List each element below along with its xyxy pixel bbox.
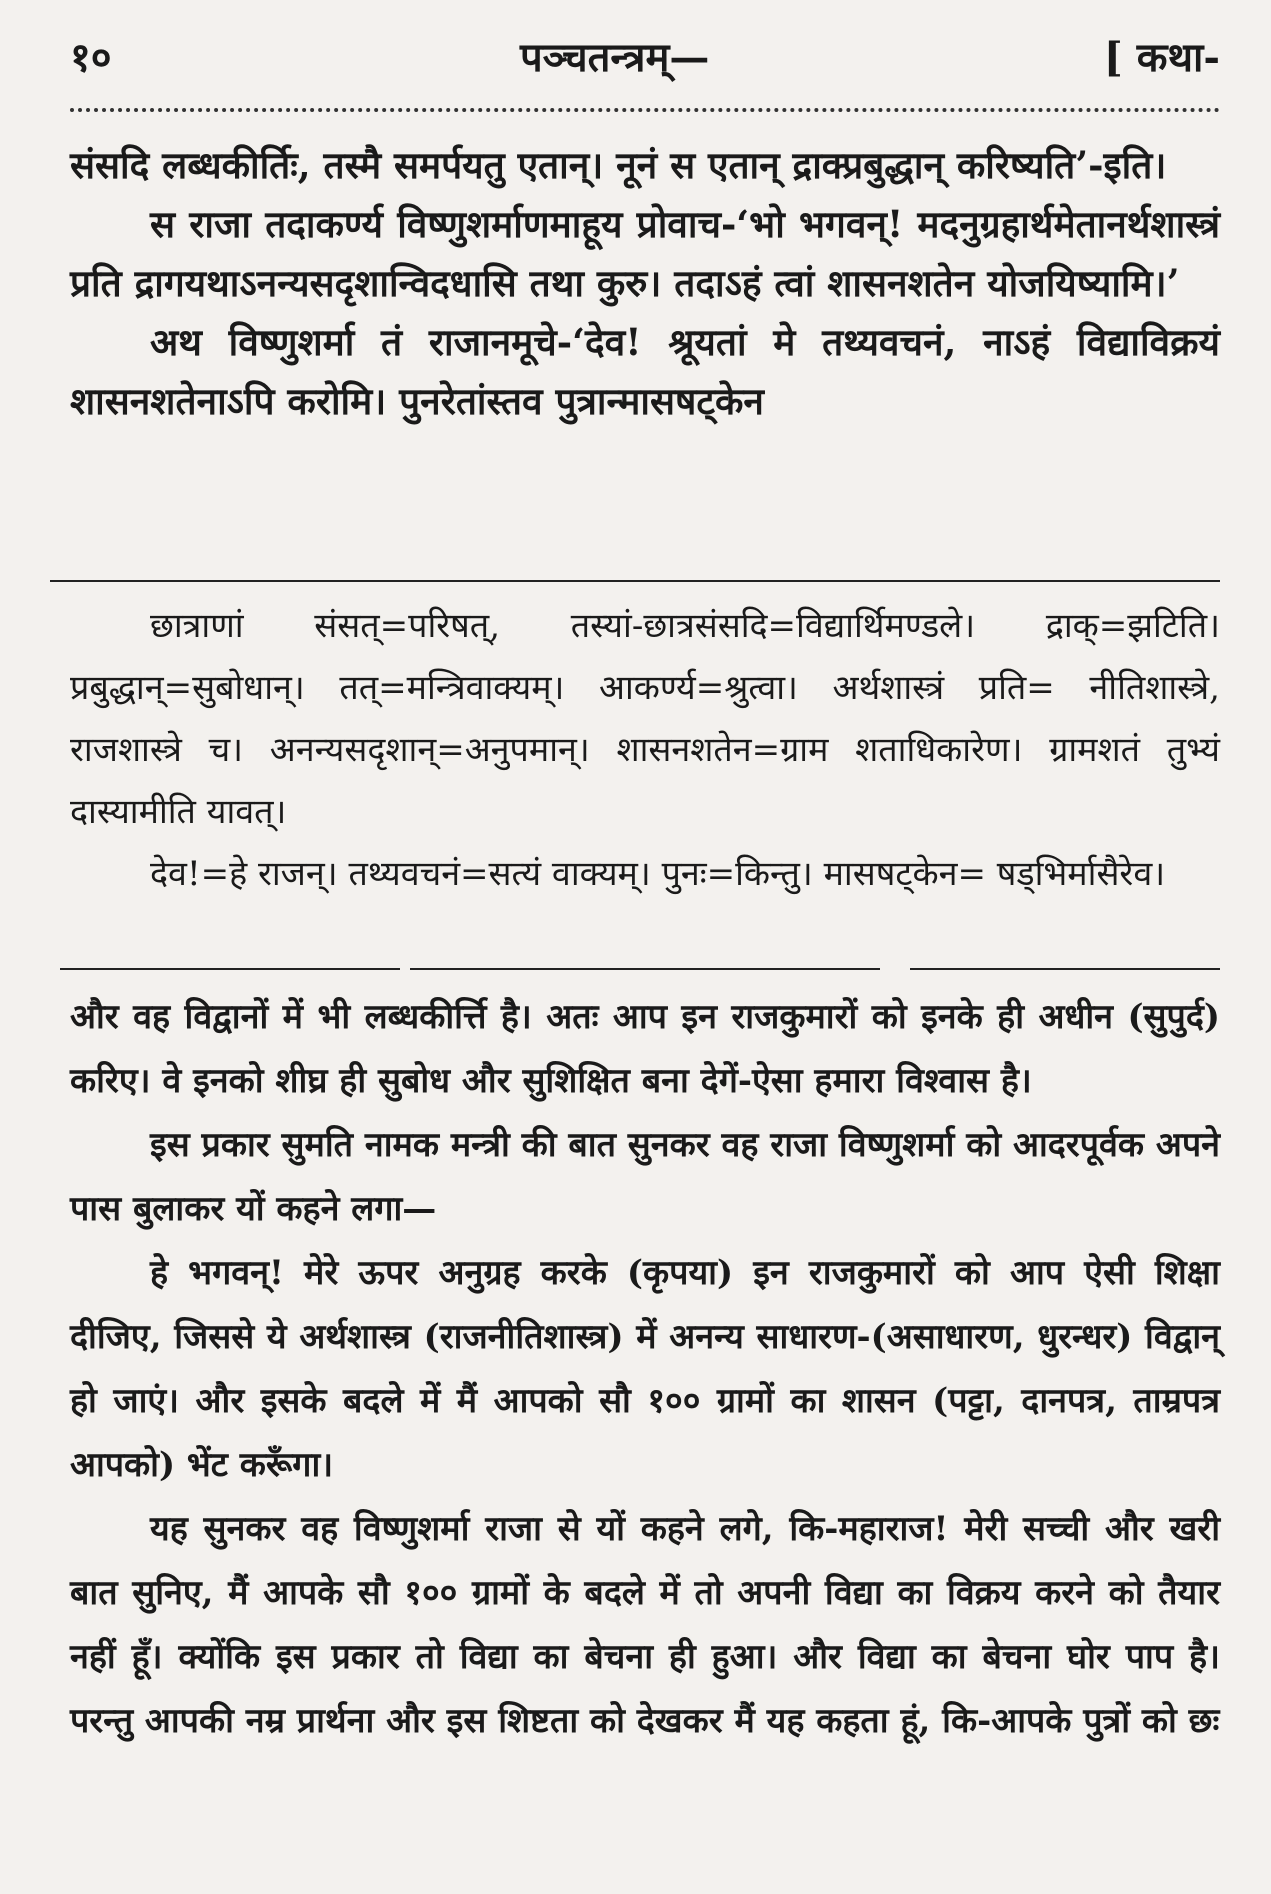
- page-header: [70, 28, 1220, 88]
- section-divider: [910, 968, 1220, 970]
- header-rule: [70, 108, 1220, 112]
- running-title: पञ्चतन्त्रम्—: [520, 34, 710, 81]
- section-divider: [60, 968, 400, 970]
- hindi-translation: [70, 985, 1220, 1753]
- gloss-commentary: [70, 595, 1220, 905]
- hindi-paragraph: यह सुनकर वह विष्णुशर्मा राजा से यों कहने लगे, कि-महाराज! मेरी सच्ची और खरी बात सुनिए, मैं आपके सौ १०० ग्रामों के बदले में तो अपनी विद्या का विक्रय करने को तैयार नहीं हूँ। क्योंकि इस प्रकार तो विद्या का बेचना ही हुआ। और विद्या का बेचना घोर पाप है। परन्तु आपकी नम्र प्रार्थना और इस शिष्टता को देखकर मैं यह कहता हूं, कि-आपके पुत्रों को छः: [70, 1509, 1220, 1741]
- gloss-paragraph: छात्राणां संसत्=परिषत्, तस्यां-छात्रसंसदि=विद्यार्थिमण्डले। द्राक्=झटिति। प्रबुद्धान्=सुबोधान्। तत्=मन्त्रिवाक्यम्। आकर्ण्य=श्रुत्वा। अर्थशास्त्रं प्रति= नीतिशास्त्रे, राजशास्त्रे च। अनन्यसदृशान्=अनुपमान्। शासनशतेन=ग्राम शताधिकारेण। ग्रामशतं तुभ्यं दास्यामीति यावत्।: [70, 606, 1220, 832]
- hindi-paragraph: और वह विद्वानों में भी लब्धकीर्त्ति है। अतः आप इन राजकुमारों को इनके ही अधीन (सुपुर्द) करिए। वे इनको शीघ्र ही सुबोध और सुशिक्षित बना देगें-ऐसा हमारा विश्वास है।: [70, 997, 1220, 1101]
- hindi-paragraph: हे भगवन्! मेरे ऊपर अनुग्रह करके (कृपया) इन राजकुमारों को आप ऐसी शिक्षा दीजिए, जिससे ये अर्थशास्त्र (राजनीतिशास्त्र) में अनन्य साधारण-(असाधारण, धुरन्धर) विद्वान् हो जाएं। और इसके बदले में मैं आपको सौ १०० ग्रामों का शासन (पट्टा, दानपत्र, ताम्रपत्र आपको) भेंट करूँगा।: [70, 1253, 1220, 1485]
- section-label: [ कथा-: [1103, 34, 1220, 81]
- section-divider: [410, 968, 880, 970]
- section-divider: [50, 580, 1220, 582]
- sanskrit-text: [70, 136, 1220, 431]
- gloss-paragraph: देव!=हे राजन्। तथ्यवचनं=सत्यं वाक्यम्। पुनः=किन्तु। मासषट्केन= षड्भिर्मासैरेव।: [150, 854, 1166, 894]
- page-number: १०: [70, 34, 112, 81]
- sanskrit-paragraph: संसदि लब्धकीर्तिः, तस्मै समर्पयतु एतान्। नूनं स एतान् द्राक्प्रबुद्धान् करिष्यति’-इति।: [70, 143, 1167, 187]
- sanskrit-paragraph: स राजा तदाकर्ण्य विष्णुशर्माणमाहूय प्रोवाच-‘भो भगवन्! मदनुग्रहार्थमेतानर्थशास्त्रं प्रति द्रागयथाऽनन्यसदृशान्विदधासि तथा कुरु। तदाऽहं त्वां शासनशतेन योजयिष्यामि।’: [70, 202, 1220, 305]
- sanskrit-paragraph: अथ विष्णुशर्मा तं राजानमूचे-‘देव! श्रूयतां मे तथ्यवचनं, नाऽहं विद्याविक्रयं शासनशतेनाऽपि करोमि। पुनरेतांस्तव पुत्रान्मासषट्केन: [70, 320, 1220, 423]
- hindi-paragraph: इस प्रकार सुमति नामक मन्त्री की बात सुनकर वह राजा विष्णुशर्मा को आदरपूर्वक अपने पास बुलाकर यों कहने लगा—: [70, 1125, 1221, 1229]
